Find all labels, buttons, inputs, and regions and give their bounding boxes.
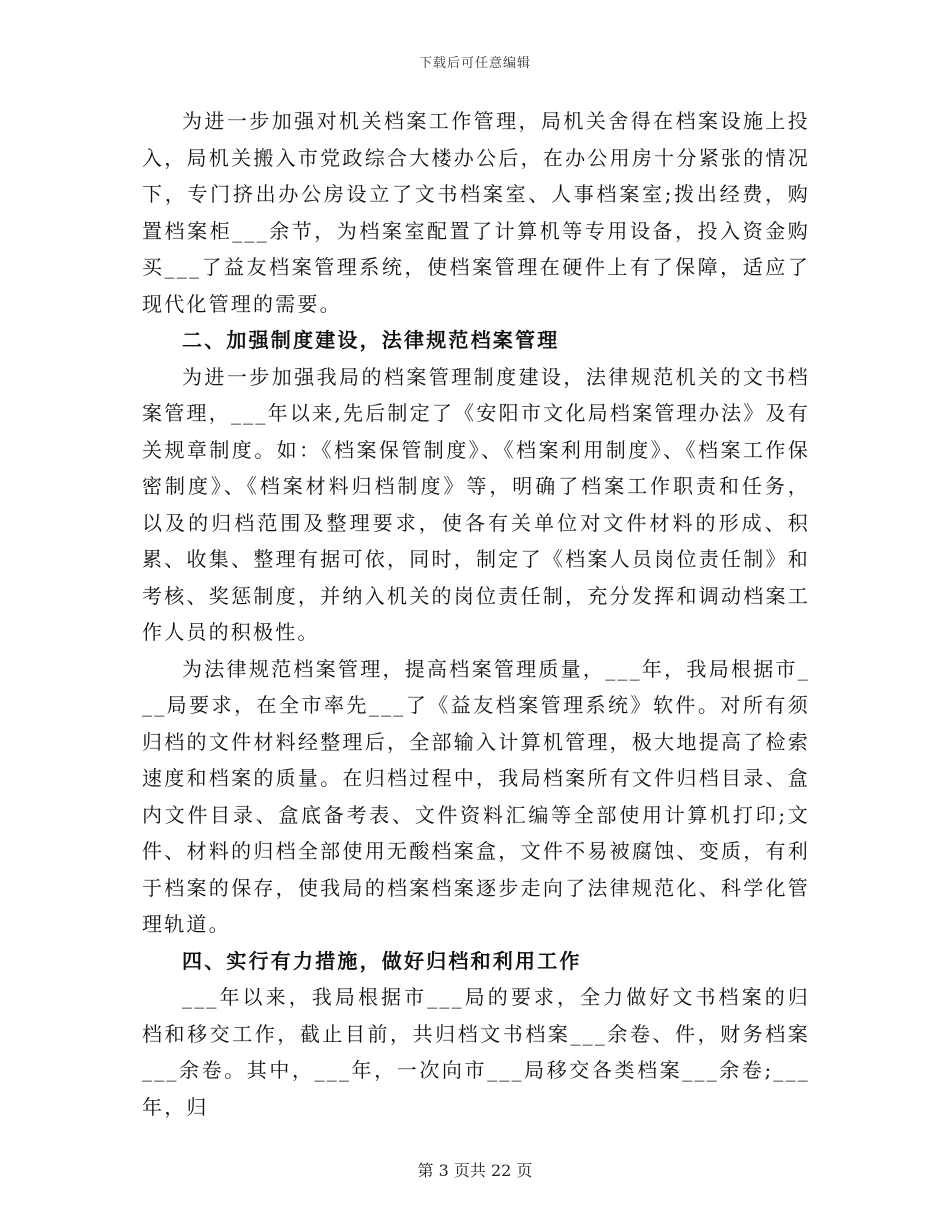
paragraph-software-management: 为法律规范档案管理，提高档案管理质量，___年，我局根据市___局要求，在全市率先___了《益友档案管理系统》软件。对所有须归档的文件材料经整理后，全部输入计算机管理，极大地提高了检索速度和档案的质量。在归档过程中，我局档案所有文件归档目录、盒内文件目录、盒底备考表、文件资料汇编等全部使用计算机打印;文件、材料的归档全部使用无酸档案盒，文件不易被腐蚀、变质，有利于档案的保存，使我局的档案档案逐步走向了法律规范化、科学化管理轨道。 — [142, 656, 810, 936]
paragraph-regulations: 为进一步加强我局的档案管理制度建设，法律规范机关的文书档案管理，___年以来,先后制定了《安阳市文化局档案管理办法》及有关规章制度。如：《档案保管制度》、《档案利用制度》、《档案工作保密制度》、《档案材料归档制度》等，明确了档案工作职责和任务，以及的归档范围及整理要求，使各有关单位对文件材料的形成、积累、收集、整理有据可依，同时，制定了《档案人员岗位责任制》和考核、奖惩制度，并纳入机关的岗位责任制，充分发挥和调动档案工作人员的积极性。 — [142, 364, 810, 644]
paragraph-archiving-transfer: ___年以来，我局根据市___局的要求，全力做好文书档案的归档和移交工作，截止目前，共归档文书档案___余卷、件，财务档案___余卷。其中，___年，一次向市___局移交各类档案___余卷;___年，归 — [142, 985, 810, 1119]
document-body — [142, 103, 810, 1125]
page-number: 第 3 页共 22 页 — [417, 1161, 533, 1180]
paragraph-facilities: 为进一步加强对机关档案工作管理，局机关舍得在档案设施上投入，局机关搬入市党政综合大楼办公后，在办公用房十分紧张的情况下，专门挤出办公房设立了文书档案室、人事档案室;拨出经费，购置档案柜___余节，为档案室配置了计算机等专用设备，投入资金购买___了益友档案管理系统，使档案管理在硬件上有了保障，适应了现代化管理的需要。 — [142, 109, 810, 316]
page-header: 下载后可任意编辑 — [418, 56, 531, 71]
section-heading-system-building: 二、加强制度建设，法律规范档案管理 — [182, 328, 560, 352]
section-heading-measures: 四、实行有力措施，做好归档和利用工作 — [182, 948, 582, 973]
